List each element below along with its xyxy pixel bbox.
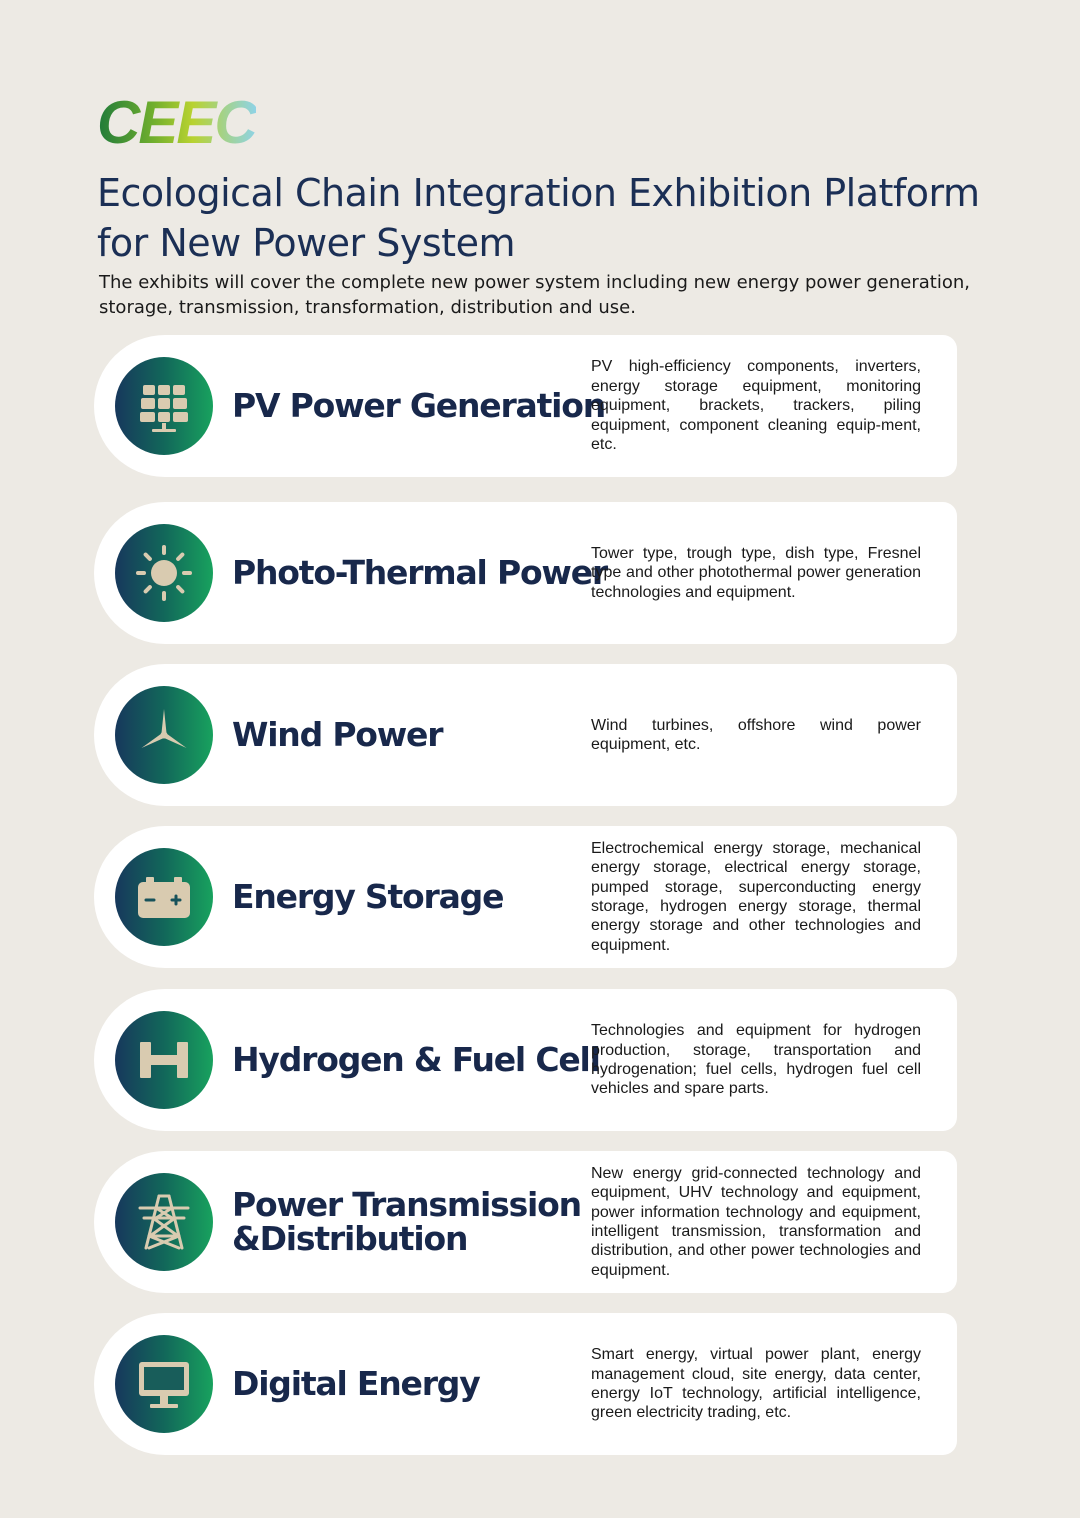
card-title: Photo-Thermal Power (232, 553, 607, 592)
card-photo-thermal-power (94, 502, 957, 644)
card-title: Energy Storage (232, 877, 504, 916)
battery-icon (115, 848, 213, 946)
card-energy-storage (94, 826, 957, 968)
page-subtitle: The exhibits will cover the complete new power system including new energy power generation, storage, transmission, transformation, distribution and use. (99, 272, 970, 318)
card-description: Wind turbines, offshore wind power equipment, etc. (591, 716, 921, 753)
card-description: PV high-efficiency components, inverters, energy storage equipment, monitoring equipment, brackets, trackers, piling equipment, component cleaning equip-ment, etc. (591, 358, 921, 454)
page-title: Ecological Chain Integration Exhibition Platform for New Power System (97, 171, 980, 265)
card-description: Electrochemical energy storage, mechanical energy storage, electrical energy storage, pumped storage, superconducting energy storage, hydrogen energy storage, thermal energy storage and other technologies and equipment. (591, 839, 921, 954)
ceec-logo: CEEC (97, 89, 256, 156)
hydrogen-icon (115, 1011, 213, 1109)
card-description: Smart energy, virtual power plant, energy management cloud, site energy, data center, energy IoT technology, artificial intelligence, green electricity trading, etc. (591, 1346, 921, 1422)
card-title: Hydrogen & Fuel Cell (232, 1040, 600, 1079)
card-description: Tower type, trough type, dish type, Fresnel type and other photothermal power generation technologies and equipment. (591, 544, 921, 601)
card-title: Wind Power (232, 715, 443, 754)
wind-turbine-icon (115, 686, 213, 784)
card-title: Power Transmission &Distribution (232, 1185, 581, 1258)
transmission-tower-icon (115, 1173, 213, 1271)
card-description: New energy grid-connected technology and equipment, UHV technology and equipment, power information technology and equipment, intelligent transmission, transformation and distribution, and other power technologies and equipment. (591, 1164, 921, 1279)
card-wind-power (94, 664, 957, 806)
solar-panel-icon (115, 357, 213, 455)
card-power-transmission-distribution (94, 1151, 957, 1293)
card-pv-power-generation (94, 335, 957, 477)
card-title: PV Power Generation (232, 386, 606, 425)
card-digital-energy (94, 1313, 957, 1455)
card-description: Technologies and equipment for hydrogen production, storage, transportation and hydrogenation; fuel cells, hydrogen fuel cell vehicles and spare parts. (591, 1022, 921, 1098)
card-hydrogen-fuel-cell (94, 989, 957, 1131)
sun-icon (115, 524, 213, 622)
monitor-icon (115, 1335, 213, 1433)
card-title: Digital Energy (232, 1364, 480, 1403)
